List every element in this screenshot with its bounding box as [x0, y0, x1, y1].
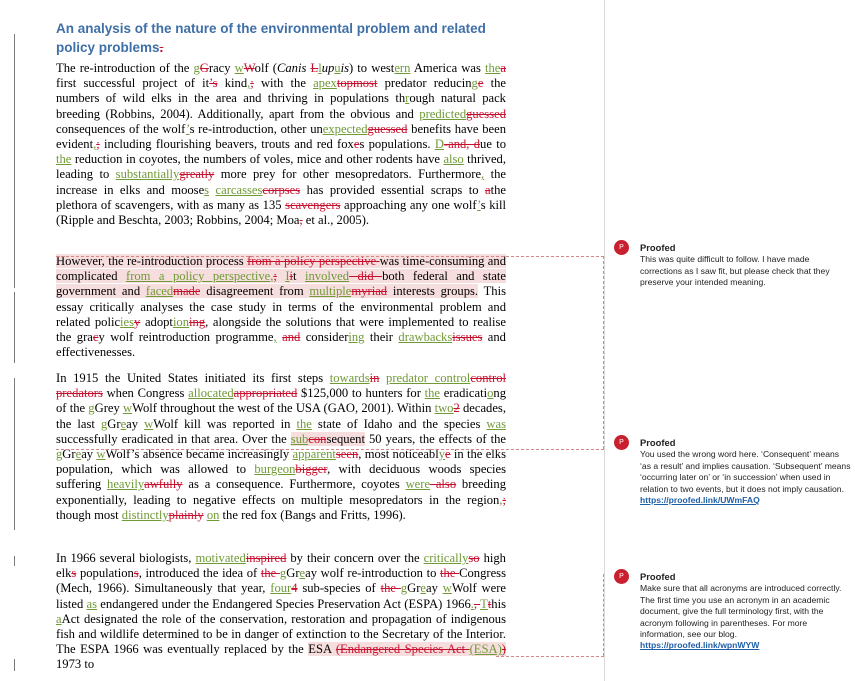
text-run: eradicati: [440, 386, 488, 401]
insertion: predator control: [386, 371, 471, 385]
deletion: 4: [291, 581, 298, 596]
text-run: thrived, leading to: [56, 152, 506, 182]
deletion: s: [133, 566, 139, 581]
text-run: adopt: [140, 314, 173, 329]
insertion: motivated: [195, 551, 246, 565]
text-run: by their concern over the: [286, 551, 424, 565]
comment-text: Make sure that all acronyms are introduced correctly. The first time you use an acronym in an academic document, give the full terminology first, with the acronym following in parentheses. For more information, see our blog.: [640, 583, 842, 640]
deletion: ’s: [209, 76, 218, 91]
comment-text: This was quite difficult to follow. I have made corrections as I saw fit, but please check that they preserve your intended meaning.: [640, 254, 830, 288]
deletion: bigger: [295, 462, 328, 477]
italic-run: up: [321, 61, 335, 75]
comment-connector: [56, 256, 614, 257]
insertion: ,: [481, 167, 485, 182]
text-run: state of Idaho and the species: [311, 416, 487, 431]
deletion: s: [71, 566, 77, 581]
text-run: the red fox (Bangs and Fritts, 1996).: [219, 507, 406, 522]
text-run: America was: [410, 61, 486, 75]
comment-avatar: P: [614, 569, 629, 584]
insertion: e: [420, 581, 426, 596]
text-run: and effectivenesses.: [56, 330, 506, 360]
deletion: ,: [473, 596, 481, 611]
insertion: g: [88, 401, 95, 416]
highlighted-insertion: multiple: [309, 284, 352, 299]
insertion: predicted: [419, 106, 467, 121]
insertion: apparent: [292, 447, 336, 462]
insertion: drawbacks: [398, 330, 453, 345]
text-run: In 1966 several biologists,: [56, 551, 196, 565]
paragraph-3[interactable]: [56, 371, 506, 523]
highlighted-run: interests groups.: [387, 284, 479, 299]
text-run: benefits have been evident: [56, 121, 506, 152]
deletion: -and, d: [443, 137, 481, 152]
deletion: in: [369, 371, 380, 385]
deletion: ,: [299, 213, 303, 228]
highlighted-insertion: I: [285, 269, 290, 284]
insertion: g: [400, 581, 408, 596]
deletion: appropriated: [233, 386, 298, 401]
highlighted-deletion: con: [308, 431, 327, 446]
deletion: issues: [452, 330, 483, 345]
insertion: the: [56, 152, 72, 167]
deletion: the: [380, 581, 401, 596]
text-run: ay: [126, 416, 145, 431]
text-run: y wolf reintroduction programme: [98, 330, 274, 345]
insertion: r: [405, 91, 410, 106]
insertion: g: [100, 416, 108, 431]
insertion: the: [296, 416, 312, 431]
change-bar: [14, 292, 15, 363]
insertion: ’: [186, 121, 190, 136]
comment-link[interactable]: https://proofed.link/UWmFAQ: [640, 495, 760, 506]
highlighted-run: However, the re-introduction process: [56, 254, 248, 268]
comment-connector: [496, 656, 604, 657]
insertion: l: [318, 61, 322, 75]
insertion: ing: [348, 330, 365, 345]
deletion: so: [468, 551, 480, 565]
deletion: ;: [96, 137, 100, 152]
insertion: were: [405, 477, 431, 492]
text-run: , most noticeabl: [358, 447, 439, 462]
insertion: w: [122, 401, 133, 416]
highlighted-insertion: involved: [305, 269, 350, 284]
insertion: ern: [394, 61, 411, 75]
italic-run: is: [340, 61, 349, 75]
highlighted-insertion: sub: [290, 431, 309, 446]
highlighted-deletion: (Endangered Species Act: [335, 642, 470, 657]
deletion: c: [92, 330, 99, 345]
insertion: carcasses: [215, 182, 263, 197]
comment-3[interactable]: [640, 571, 852, 652]
text-run: In 1915 the United States initiated its first steps: [56, 371, 330, 385]
insertion: also: [443, 152, 464, 167]
insertion: the: [424, 386, 441, 401]
deletion: greatly: [179, 167, 215, 182]
text-run: s re-introduction, other un: [189, 121, 323, 136]
text-run: consequences of the wolf: [56, 121, 187, 136]
text-run: high elk: [56, 551, 506, 581]
text-run: , with deciduous woods species suffering: [56, 462, 506, 492]
deletion: guessed: [367, 121, 408, 136]
comment-connector: [603, 256, 604, 449]
text-run: more prey for other mesopredators. Furthermore: [214, 167, 482, 182]
insertion: ion: [172, 314, 190, 329]
text-run: in the elks population, which was allowed to: [56, 447, 506, 477]
text-run: Gr: [107, 416, 121, 431]
highlighted-deletion: ): [501, 642, 506, 657]
deletion: guessed: [466, 106, 506, 121]
comment-text: You used the wrong word here. ‘Consequent’ means ‘as a result’ and implies causation. ‘Subsequent’ means ‘occurring later on’ or ‘in succession’ when used in relation to two events, but it does not imply causation.: [640, 449, 851, 494]
insertion: ’: [477, 197, 481, 212]
change-bar: [14, 378, 15, 530]
text-run: sub-species of: [297, 581, 381, 596]
text-run: $125,000 to hunters for: [297, 386, 425, 401]
insertion: ,: [247, 76, 251, 91]
text-run: The re-introduction of the: [56, 61, 194, 75]
comment-link[interactable]: https://proofed.link/wpnWYW: [640, 640, 760, 651]
highlighted-insertion: ,: [270, 269, 274, 284]
insertion: apex: [313, 76, 337, 91]
insertion: four: [270, 581, 292, 596]
text-run: ay: [425, 581, 443, 596]
highlighted-run: t: [293, 269, 305, 284]
deletion: and: [282, 330, 301, 345]
text-run: Gr: [62, 447, 76, 462]
highlighted-run: was time-consuming and complicated: [56, 254, 506, 284]
highlighted-insertion: faced: [145, 284, 174, 299]
insertion: substantially: [115, 167, 180, 182]
italic-run: Canis: [276, 61, 311, 75]
insertion: g: [56, 447, 63, 462]
deletion: topmost: [336, 76, 378, 91]
insertion: D: [434, 137, 444, 152]
insertion: towards: [329, 371, 370, 385]
insertion: g: [193, 61, 200, 75]
text-run: Act designated the role of the conservation, restoration and propagation of indigenous fish and wildlife determined to be in danger of extinction to the Secretary of the Interior. The ESPA 1966 was eventually replaced by the: [56, 611, 506, 657]
paragraph-2[interactable]: [56, 254, 506, 360]
insertion: allocated: [188, 386, 234, 401]
deletion: the: [440, 566, 460, 581]
text-run: decades, the last: [56, 401, 506, 431]
highlighted-run: ESA: [308, 642, 336, 657]
deletion: ;: [250, 76, 254, 91]
insertion: o: [487, 386, 494, 401]
comment-author: Proofed: [640, 437, 676, 448]
text-run: ay: [81, 447, 97, 462]
deletion: L: [310, 61, 319, 75]
insertion: w: [144, 416, 154, 431]
text-run: approaching any one wolf: [340, 197, 478, 212]
deletion: seen: [335, 447, 359, 462]
text-run: successfully eradicated in that area. Over the: [56, 431, 291, 446]
text-run: Wolf’s absence became increasingly: [105, 447, 293, 462]
text-run: the plethora of scavengers, with as many as 135: [56, 182, 506, 212]
deletion: e: [477, 76, 484, 91]
highlighted-deletion: made: [173, 284, 201, 299]
highlighted-insertion: from a policy perspective: [126, 269, 271, 284]
insertion: g: [279, 566, 287, 581]
highlighted-deletion: ;: [273, 269, 277, 284]
comment-author: Proofed: [640, 571, 676, 582]
text-run: , alongside the solutions that were implemented to realise the gra: [56, 314, 506, 345]
insertion: .: [470, 596, 474, 611]
deletion: corpses: [262, 182, 301, 197]
change-bar: [14, 34, 15, 288]
highlighted-deletion: did: [349, 269, 383, 284]
text-run: endangered under the Endangered Species Preservation Act (ESPA) 1966: [97, 596, 471, 611]
text-run: s populations.: [359, 137, 435, 152]
insertion: e: [120, 416, 127, 431]
paragraph-4[interactable]: [56, 551, 506, 673]
insertion: ,: [273, 330, 277, 345]
text-run: reduction in coyotes, the numbers of voles, mice and other rodents have: [71, 152, 444, 167]
comment-avatar: P: [614, 240, 629, 255]
deletion: G: [199, 61, 209, 75]
insertion: e: [299, 566, 306, 581]
insertion: as: [86, 596, 98, 611]
insertion: y: [438, 447, 446, 462]
comment-connector: [603, 574, 604, 656]
insertion: the: [485, 61, 501, 75]
highlighted-deletion: from a policy perspective: [247, 254, 380, 268]
insertion: expected: [322, 121, 368, 136]
insertion: u: [334, 61, 341, 75]
text-run: including flourishing beavers, trouts and red fox: [99, 137, 354, 152]
text-run: his: [491, 596, 506, 611]
deletion: y: [134, 314, 141, 329]
insertion: w: [96, 447, 106, 462]
change-bar: [14, 556, 15, 566]
text-run: predator reducin: [377, 76, 472, 91]
text-run: Gr: [407, 581, 421, 596]
text-run: consider: [300, 330, 349, 345]
title-deletion-mark: .: [159, 40, 164, 55]
text-run: ng of the: [56, 386, 506, 416]
text-run: the numbers of wild elks in the area and thriving in populations th: [56, 76, 506, 106]
deletion: a: [500, 61, 506, 75]
deletion: also: [430, 477, 457, 492]
deletion: e: [445, 447, 451, 462]
text-run: Wolf were listed: [56, 581, 506, 611]
deletion: 2: [453, 401, 460, 416]
text-run: racy: [208, 61, 235, 75]
insertion: ,: [93, 137, 97, 152]
text-run: ough natural pack breeding (Robbins, 2004). Additionally, apart from the obvious and: [56, 91, 506, 121]
insertion: was: [486, 416, 507, 431]
insertion: s: [204, 182, 210, 197]
text-run: Gr: [286, 566, 300, 581]
text-run: their: [364, 330, 399, 345]
insertion: g: [471, 76, 478, 91]
text-run: population: [76, 566, 134, 581]
text-run: breeding exponentially, leading to negative effects on multiple mesopredators in the region: [56, 477, 506, 507]
text-run: first successful project of it: [56, 76, 210, 91]
comment-author: Proofed: [640, 242, 676, 253]
deletion: t: [487, 596, 492, 611]
insertion: w: [234, 61, 244, 75]
text-run: 1973 to: [56, 657, 95, 672]
comment-connector: [56, 449, 614, 450]
deletion: plainly: [168, 507, 204, 522]
highlighted-insertion: (ESA): [469, 642, 502, 657]
insertion: a: [56, 611, 62, 626]
highlighted-deletion: i: [289, 269, 294, 284]
text-run: olf (: [254, 61, 277, 75]
comment-avatar: P: [614, 435, 629, 450]
deletion: ing: [189, 314, 206, 329]
insertion: w: [442, 581, 452, 596]
text-run: as a consequence. Furthermore, coyotes: [182, 477, 406, 492]
deletion: a: [485, 182, 491, 197]
paragraph-1[interactable]: [56, 61, 506, 228]
text-run: , introduced the idea of: [138, 566, 261, 581]
text-run: with the: [253, 76, 314, 91]
document-title[interactable]: An analysis of the nature of the environmental problem and related policy problems.: [56, 21, 486, 55]
deletion: scavengers: [285, 197, 341, 212]
deletion: e: [353, 137, 360, 152]
deletion: inspired: [245, 551, 287, 565]
deletion: W: [243, 61, 255, 75]
insertion: heavily: [107, 477, 145, 492]
text-run: This essay critically analyses the case study in terms of the environmental problem and related polic: [56, 284, 507, 329]
text-run: the increase in elks and moose: [56, 167, 506, 197]
highlighted-run: sequent: [326, 431, 365, 446]
text-run: though most: [56, 507, 122, 522]
deletion: control predators: [56, 371, 506, 401]
change-bar: [14, 659, 15, 671]
text-run: has provided essential scraps to: [300, 182, 486, 197]
deletion: awfully: [144, 477, 183, 492]
text-run: kind: [217, 76, 248, 91]
insertion: critically: [423, 551, 469, 565]
text-run: s kill (Ripple and Beschta, 2003; Robbins, 2004; Moa: [56, 197, 507, 228]
text-run: ) to west: [349, 61, 395, 75]
highlighted-deletion: myriad: [351, 284, 388, 299]
text-run: 50 years, the effects of the: [364, 431, 506, 446]
text-run: Wolf throughout the west of the USA (GAO, 2001). Within: [132, 401, 435, 416]
text-run: ue to: [480, 137, 506, 152]
deletion: the: [260, 566, 280, 581]
insertion: T: [480, 596, 488, 611]
insertion: ,: [499, 492, 503, 507]
insertion: e: [75, 447, 82, 462]
comment-1[interactable]: [640, 242, 852, 289]
text-run: Grey: [94, 401, 123, 416]
highlighted-run: disagreement from: [200, 284, 310, 299]
insertion: burgeon: [254, 462, 296, 477]
text-run: ay wolf re-introduction to: [305, 566, 441, 581]
deletion: ;: [502, 492, 506, 507]
insertion: ies: [120, 314, 135, 329]
text-run: Congress (Mech, 1966). Simultaneously that year,: [56, 566, 506, 596]
text-run: et al., 2005).: [302, 213, 370, 228]
insertion: distinctly: [121, 507, 169, 522]
comment-2[interactable]: [640, 437, 852, 506]
text-run: Wolf kill was reported in: [153, 416, 297, 431]
text-run: when Congress: [102, 386, 189, 401]
highlighted-run: both federal and state government and: [56, 269, 506, 299]
insertion: on: [206, 507, 220, 522]
insertion: two: [434, 401, 454, 416]
